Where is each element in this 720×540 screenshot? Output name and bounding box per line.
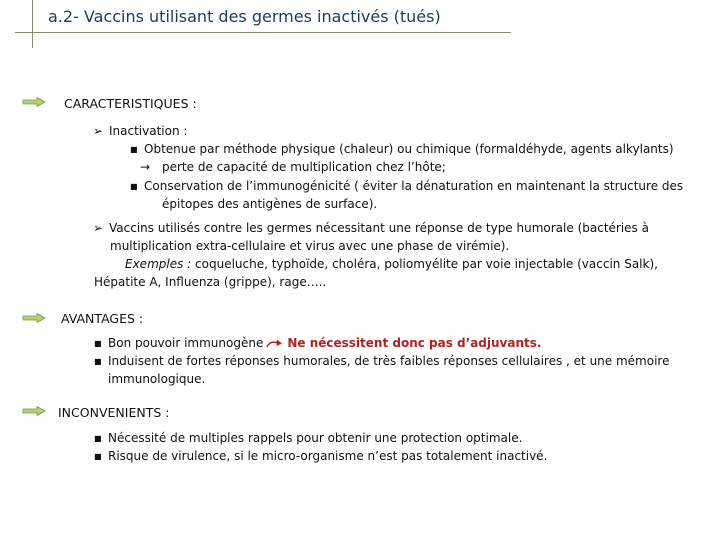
advantages-heading: AVANTAGES : [61,311,144,326]
advantage-item-2: ■ Induisent de fortes réponses humorales, de très faibles réponses cellulaires , et une mémoire [94,354,670,368]
disadvantage-item-1: ■ Nécessité de multiples rappels pour obtenir une protection optimale. [94,431,523,445]
square-bullet-icon: ■ [130,145,138,154]
method-item: ■ Obtenue par méthode physique (chaleur) ou chimique (formaldéhyde, agents alkylants) [130,142,674,156]
square-bullet-icon: ■ [130,182,138,191]
square-bullet-icon: ■ [94,357,102,366]
square-bullet-icon: ■ [94,434,102,443]
chevron-arrow-icon: ➢ [93,124,104,138]
examples-line: Exemples : coqueluche, typhoïde, choléra, poliomyélite par voie injectable (vaccin Salk), [125,257,658,271]
right-arrow-icon [22,406,46,416]
chevron-arrow-icon: ➢ [93,221,104,235]
vaccines-continuation: multiplication extra-cellulaire et virus avec une phase de virémie). [110,239,510,253]
square-bullet-icon: ■ [94,339,102,348]
right-arrow-icon [22,313,46,323]
examples-continuation: Hépatite A, Influenza (grippe), rage….. [94,275,327,289]
vaccines-item: ➢ Vaccins utilisés contre les germes nécessitant une réponse de type humorale (bactéries à [93,221,649,235]
curved-arrow-icon [266,337,284,349]
inactivation-item: ➢ Inactivation : [93,124,188,138]
title-horizontal-rule [15,32,511,33]
title-vertical-rule [32,0,33,48]
conservation-continuation: épitopes des antigènes de surface). [162,197,378,211]
page-title: a.2- Vaccins utilisant des germes inactivés (tués) [48,7,441,26]
square-bullet-icon: ■ [94,452,102,461]
advantage-item-2-continuation: immunologique. [108,372,206,386]
disadvantages-heading: INCONVENIENTS : [58,405,170,420]
right-arrow-small-icon: → [140,160,151,174]
loss-item: → perte de capacité de multiplication chez l’hôte; [140,160,446,174]
advantage-item-1: ■ Bon pouvoir immunogène Ne nécessitent donc pas d’adjuvants. [94,336,542,350]
conservation-item: ■ Conservation de l’immunogénicité ( éviter la dénaturation en maintenant la structure des [130,179,684,193]
right-arrow-icon [22,97,46,107]
disadvantage-item-2: ■ Risque de virulence, si le micro-organisme n’est pas totalement inactivé. [94,449,548,463]
characteristics-heading: CARACTERISTIQUES : [64,96,197,111]
